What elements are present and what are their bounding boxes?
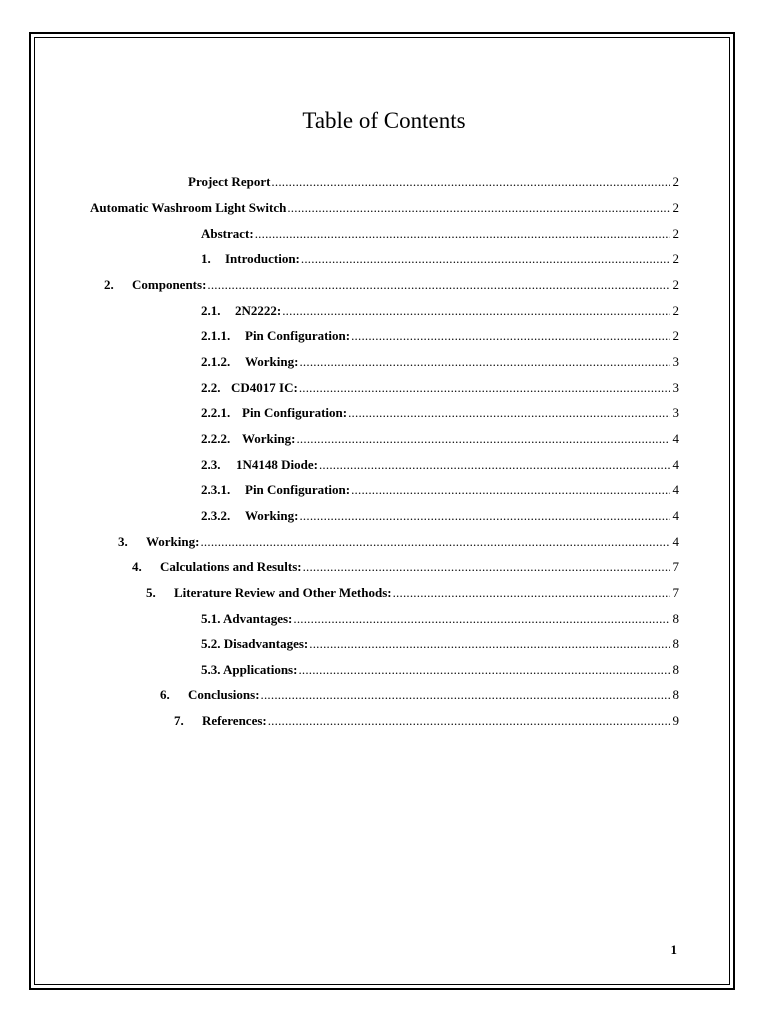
toc-entry[interactable]	[201, 661, 679, 679]
toc-leader-dots	[348, 404, 669, 422]
toc-entry-label: Working:	[245, 354, 299, 369]
toc-entry[interactable]	[201, 225, 679, 243]
toc-entry-label: Introduction:	[225, 251, 300, 266]
toc-entry-page: 8	[672, 636, 679, 651]
toc-entry-page: 9	[672, 713, 679, 728]
toc-entry[interactable]	[201, 635, 679, 653]
toc-entry-number: 2.1.2.	[201, 354, 231, 369]
toc-leader-dots	[299, 379, 670, 397]
toc-entry[interactable]	[201, 327, 679, 345]
toc-entry-page: 2	[672, 328, 679, 343]
toc-leader-dots	[293, 610, 669, 628]
page-number: 1	[670, 942, 677, 957]
toc-entry[interactable]	[201, 456, 679, 474]
toc-entry-label: Project Report	[188, 174, 271, 189]
toc-leader-dots	[282, 302, 669, 320]
toc-entry-label: Pin Configuration:	[245, 328, 351, 343]
toc-leader-dots	[393, 584, 670, 602]
toc-entry-page: 4	[672, 508, 679, 523]
toc-entry[interactable]	[201, 353, 679, 371]
toc-entry-number: 2.2.	[201, 380, 221, 395]
toc-entry-number: 1.	[201, 251, 211, 266]
toc-entry[interactable]	[90, 199, 679, 217]
toc-entry-label: Working:	[245, 508, 299, 523]
toc-leader-dots	[309, 635, 669, 653]
toc-leader-dots	[255, 225, 670, 243]
toc-entry-label: Automatic Washroom Light Switch	[90, 200, 287, 215]
toc-entry-page: 4	[672, 482, 679, 497]
toc-entry-label: References:	[202, 713, 267, 728]
toc-entry-page: 2	[672, 303, 679, 318]
toc-leader-dots	[207, 276, 669, 294]
toc-entry-page: 8	[672, 687, 679, 702]
toc-entry[interactable]	[188, 173, 679, 191]
toc-leader-dots	[299, 353, 669, 371]
toc-entry[interactable]	[201, 481, 679, 499]
toc-leader-dots	[268, 712, 670, 730]
toc-entry[interactable]	[160, 686, 679, 704]
toc-entry-number: 2.3.2.	[201, 508, 231, 523]
toc-entry-label: 1N4148 Diode:	[236, 457, 318, 472]
toc-entry-page: 8	[672, 662, 679, 677]
toc-entry-page: 2	[672, 200, 679, 215]
toc-leader-dots	[200, 533, 669, 551]
toc-leader-dots	[296, 430, 669, 448]
toc-entry-number: 2.1.	[201, 303, 221, 318]
toc-leader-dots	[301, 250, 670, 268]
toc-entry[interactable]	[201, 430, 679, 448]
toc-entry-label: 5.3. Applications:	[201, 662, 298, 677]
toc-entry-page: 4	[672, 431, 679, 446]
toc-leader-dots	[351, 327, 669, 345]
toc-entry-number: 6.	[160, 687, 170, 702]
toc-entry-label: 5.1. Advantages:	[201, 611, 293, 626]
toc-leader-dots	[298, 661, 669, 679]
toc-entry-page: 8	[672, 611, 679, 626]
toc-entry[interactable]	[201, 379, 679, 397]
toc-entry-number: 2.3.1.	[201, 482, 231, 497]
toc-entry-number: 2.1.1.	[201, 328, 231, 343]
toc-entry-page: 3	[672, 354, 679, 369]
toc-entry-number: 5.	[146, 585, 156, 600]
toc-entry-page: 4	[672, 534, 679, 549]
toc-entry-label: Working:	[146, 534, 200, 549]
toc-entry-label: Pin Configuration:	[245, 482, 351, 497]
toc-entry-page: 4	[672, 457, 679, 472]
toc-entry[interactable]	[132, 558, 679, 576]
toc-entry-number: 3.	[118, 534, 128, 549]
toc-leader-dots	[271, 173, 669, 191]
toc-entry[interactable]	[104, 276, 679, 294]
toc-entry-label: Abstract:	[201, 226, 254, 241]
toc-entry-label: Conclusions:	[188, 687, 260, 702]
toc-leader-dots	[287, 199, 669, 217]
toc-leader-dots	[303, 558, 670, 576]
page-title: Table of Contents	[302, 108, 466, 133]
toc-entry[interactable]	[201, 404, 679, 422]
toc-entry[interactable]	[201, 302, 679, 320]
toc-entry-label: 2N2222:	[235, 303, 282, 318]
toc-entry-number: 7.	[174, 713, 184, 728]
toc-leader-dots	[299, 507, 669, 525]
toc-entry-page: 2	[672, 174, 679, 189]
toc-entry-label: Components:	[132, 277, 207, 292]
toc-entry[interactable]	[174, 712, 679, 730]
toc-leader-dots	[261, 686, 670, 704]
toc-entry-number: 2.3.	[201, 457, 221, 472]
toc-entry[interactable]	[146, 584, 679, 602]
toc-entry-number: 2.2.2.	[201, 431, 231, 446]
toc-entry[interactable]	[201, 507, 679, 525]
toc-entry-page: 2	[672, 277, 679, 292]
toc-leader-dots	[319, 456, 670, 474]
toc-entry-number: 2.	[104, 277, 114, 292]
toc-leader-dots	[351, 481, 669, 499]
toc-entry-number: 2.2.1.	[201, 405, 231, 420]
toc-entry-page: 3	[672, 405, 679, 420]
toc-entry-label: CD4017 IC:	[231, 380, 298, 395]
toc-entry-number: 4.	[132, 559, 142, 574]
toc-entry[interactable]	[118, 533, 679, 551]
toc-entry-label: Pin Configuration:	[242, 405, 348, 420]
toc-entry[interactable]	[201, 250, 679, 268]
toc-entry-label: 5.2. Disadvantages:	[201, 636, 309, 651]
toc-entry-page: 7	[672, 585, 679, 600]
toc-entry-label: Literature Review and Other Methods:	[174, 585, 392, 600]
toc-entry-page: 2	[672, 226, 679, 241]
toc-entry-label: Working:	[242, 431, 296, 446]
toc-entry-page: 7	[672, 559, 679, 574]
toc-entry-page: 3	[672, 380, 679, 395]
toc-entry[interactable]	[201, 610, 679, 628]
toc-entry-label: Calculations and Results:	[160, 559, 302, 574]
toc-entry-page: 2	[672, 251, 679, 266]
